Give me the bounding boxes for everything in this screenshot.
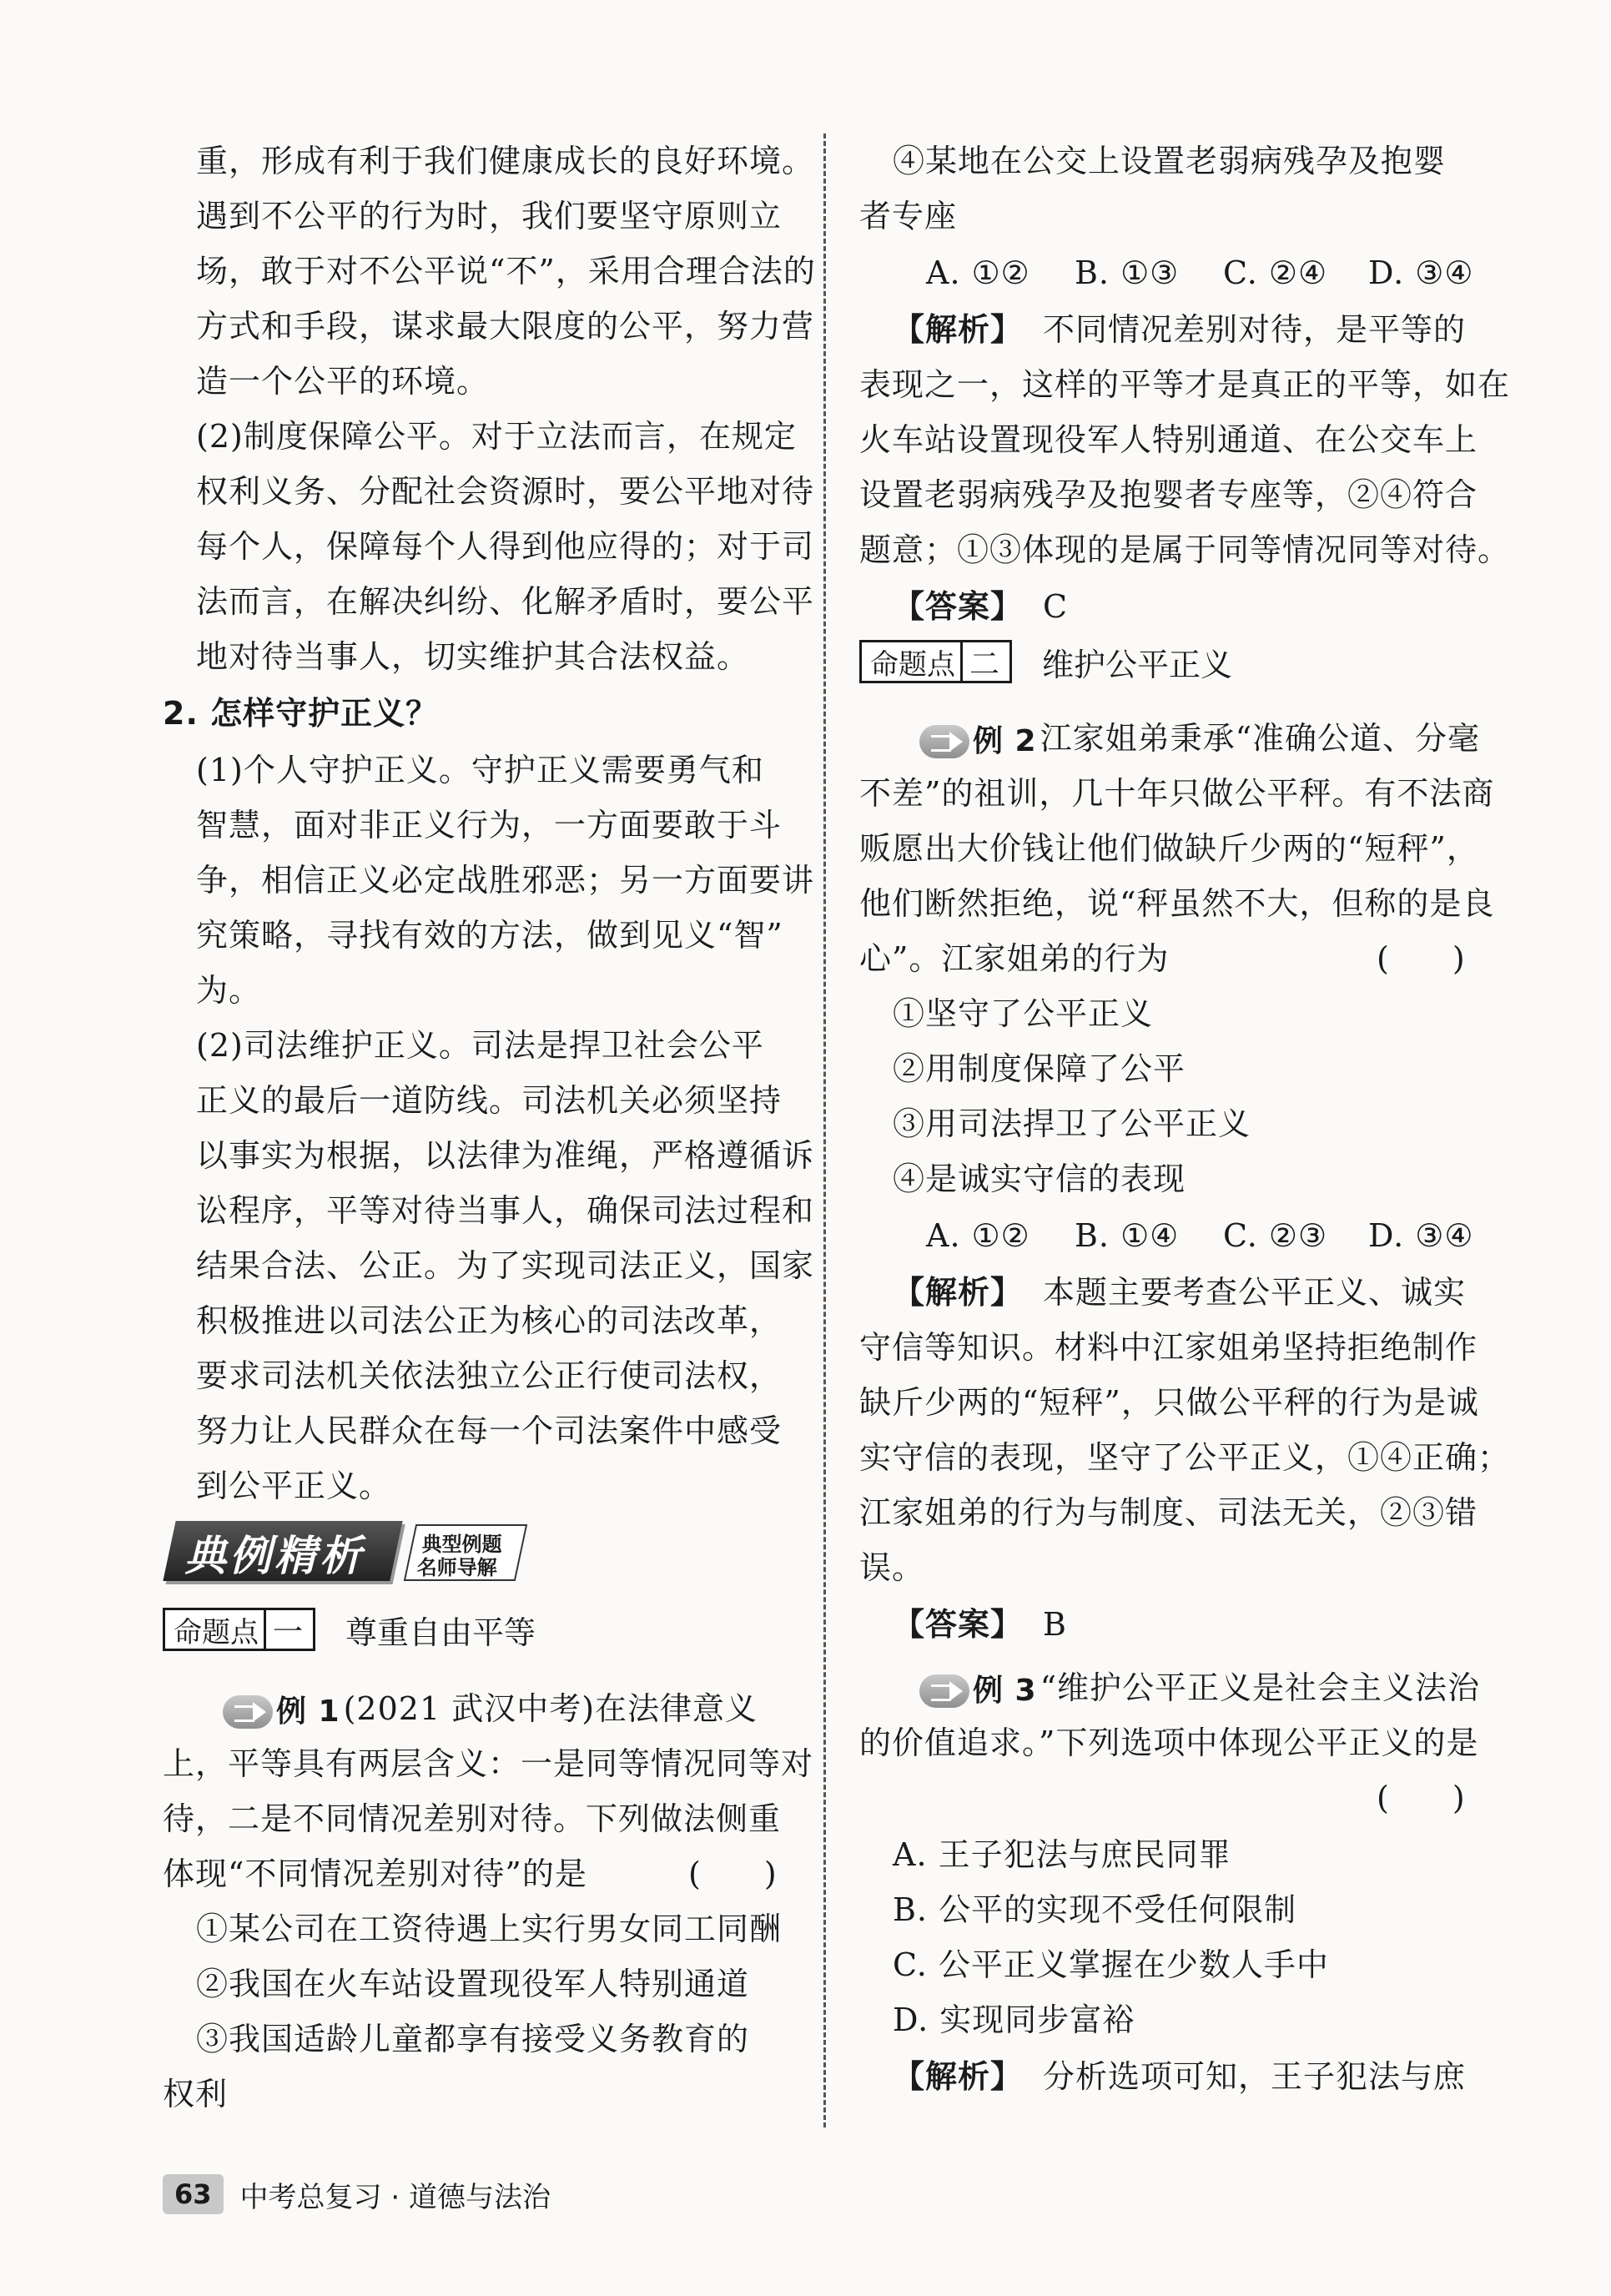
analysis-line <box>893 1265 1466 1320</box>
text-line: 积极推进以司法公正为核心的司法改革， <box>196 1302 783 1339</box>
example-text: “维护公平正义是社会主义法治 <box>1040 1669 1481 1706</box>
text-line: 地对待当事人，切实维护其合法权益。 <box>196 638 750 675</box>
analysis-line <box>893 2049 1466 2104</box>
text-line: 正义的最后一道防线。司法机关必须坚持 <box>196 1082 783 1119</box>
example-badge <box>919 714 1037 769</box>
text-line: 要求司法机关依法独立公正行使司法权， <box>196 1357 783 1394</box>
choice-c: C. ②④ <box>1223 254 1328 291</box>
option-item: A. 王子犯法与庶民同罪 <box>893 1836 1231 1873</box>
option-item: ①某公司在工资待遇上实行男女同工同酬 <box>196 1911 783 1947</box>
option-item: ②用制度保障了公平 <box>893 1050 1186 1087</box>
analysis-text: 江家姐弟的行为与制度、司法无关，②③错 <box>859 1494 1478 1531</box>
page-footer <box>163 2169 551 2219</box>
text-line: 遇到不公平的行为时，我们要坚守原则立 <box>196 198 783 234</box>
choice-a: A. ①② <box>926 254 1030 291</box>
option-item: D. 实现同步富裕 <box>893 2001 1135 2038</box>
text-line: 重，形成有利于我们健康成长的良好环境。 <box>196 143 815 179</box>
example-badge-label: 例 1 <box>276 1694 340 1729</box>
text-line: 以事实为根据，以法律为准绳，严格遵循诉 <box>196 1137 815 1174</box>
text-line: 权利义务、分配社会资源时，要公平地对待 <box>196 473 815 510</box>
analysis-text: 分析选项可知，王子犯法与庶 <box>1043 2058 1467 2095</box>
answer-line <box>893 1597 1067 1652</box>
analysis-line <box>893 302 1466 357</box>
section-banner <box>163 1514 521 1586</box>
text-line: 智慧，面对非正义行为，一方面要敢于斗 <box>196 807 783 843</box>
answer-tag: 【答案】 <box>893 588 1024 625</box>
text-line: 结果合法、公正。为了实现司法正义，国家 <box>196 1247 815 1284</box>
arrow-right-icon <box>223 1695 273 1729</box>
option-item: 者专座 <box>859 198 958 234</box>
banner-subtitle-box <box>404 1524 527 1581</box>
text-line: 方式和手段，谋求最大限度的公平，努力营 <box>196 308 815 345</box>
example-text: 心”。江家姐弟的行为 <box>859 940 1170 977</box>
page-number: 63 <box>163 2174 224 2214</box>
example-text: 他们断然拒绝，说“秤虽然不大，但称的是良 <box>859 885 1495 922</box>
column-divider <box>823 133 826 2127</box>
example-text: 贩愿出大价钱让他们做缺斤少两的“短秤”， <box>859 830 1479 867</box>
analysis-text: 误。 <box>859 1549 925 1586</box>
analysis-tag: 【解析】 <box>893 311 1024 348</box>
example-text: 上，平等具有两层含义：一是同等情况同等对 <box>163 1745 814 1782</box>
choice-d: D. ③④ <box>1368 1217 1474 1254</box>
choice-b: B. ①④ <box>1075 1217 1180 1254</box>
analysis-tag: 【解析】 <box>893 2058 1024 2095</box>
analysis-text: 题意；①③体现的是属于同等情况同等对待。 <box>859 531 1511 568</box>
example-text: 的价值追求。”下列选项中体现公平正义的是 <box>859 1725 1479 1761</box>
text-line: 场，敢于对不公平说“不”，采用合理合法的 <box>196 253 816 290</box>
option-item: ③用司法捍卫了公平正义 <box>893 1105 1251 1142</box>
text-line: (2)制度保障公平。对于立法而言，在规定 <box>196 418 797 455</box>
analysis-text: 本题主要考查公平正义、诚实 <box>1043 1274 1467 1311</box>
option-item: ②我国在火车站设置现役军人特别通道 <box>196 1966 750 2002</box>
analysis-text: 缺斤少两的“短秤”，只做公平秤的行为是诚 <box>859 1384 1479 1421</box>
answer-value: C <box>1043 588 1069 625</box>
option-item: B. 公平的实现不受任何限制 <box>893 1891 1297 1928</box>
text-line: 到公平正义。 <box>196 1468 392 1504</box>
arrow-right-icon <box>919 1674 969 1708</box>
answer-paren: ( ) <box>1377 940 1465 977</box>
analysis-text: 守信等知识。材料中江家姐弟坚持拒绝制作 <box>859 1329 1478 1366</box>
answer-tag: 【答案】 <box>893 1606 1024 1643</box>
topic-number: 二 <box>960 641 1006 683</box>
text-line: 每个人，保障每个人得到他应得的；对于司 <box>196 528 815 565</box>
topic-title: 维护公平正义 <box>1042 646 1233 683</box>
text-line: 究策略，寻找有效的方法，做到见义“智” <box>196 917 783 954</box>
text-line: 法而言，在解决纠纷、化解矛盾时，要公平 <box>196 583 815 620</box>
text-line: (2)司法维护正义。司法是捍卫社会公平 <box>196 1027 764 1064</box>
text-line: 努力让人民群众在每一个司法案件中感受 <box>196 1412 783 1449</box>
topic-label: 命题点 <box>870 647 955 682</box>
analysis-text: 不同情况差别对待，是平等的 <box>1043 311 1467 348</box>
example-1-first-line <box>223 1681 758 1740</box>
option-item: ①坚守了公平正义 <box>893 995 1154 1032</box>
text-line: 造一个公平的环境。 <box>196 363 490 400</box>
answer-line <box>893 579 1068 634</box>
answer-paren: ( ) <box>688 1855 777 1892</box>
text-line: 为。 <box>196 972 262 1009</box>
example-badge <box>223 1684 340 1740</box>
topic-number: 一 <box>264 1609 310 1651</box>
topic-label: 命题点 <box>174 1615 259 1649</box>
book-title: 中考总复习 · 道德与法治 <box>239 2180 551 2214</box>
text-line: 争，相信正义必定战胜邪恶；另一方面要讲 <box>196 862 815 899</box>
choice-c: C. ②③ <box>1223 1217 1328 1254</box>
example-text: 江家姐弟秉承“准确公道、分毫 <box>1040 720 1481 757</box>
topic-heading-2 <box>859 641 1232 682</box>
topic-label-box <box>859 640 1012 683</box>
option-item: ④某地在公交上设置老弱病残孕及抱婴 <box>893 143 1447 179</box>
example-3-first-line <box>919 1660 1480 1719</box>
example-badge <box>919 1664 1037 1719</box>
example-badge-label: 例 2 <box>973 723 1037 758</box>
text-line: (1)个人守护正义。守护正义需要勇气和 <box>196 752 764 788</box>
analysis-text: 设置老弱病残孕及抱婴者专座等，②④符合 <box>859 476 1478 513</box>
answer-value: B <box>1043 1606 1067 1643</box>
answer-paren: ( ) <box>1377 1780 1465 1816</box>
analysis-text: 实守信的表现，坚守了公平正义，①④正确； <box>859 1439 1511 1476</box>
banner-title: 典例精析 <box>184 1532 365 1580</box>
example-text: 体现“不同情况差别对待”的是 <box>163 1855 587 1892</box>
banner-subtitle-1: 典型例题 <box>421 1533 502 1556</box>
analysis-text: 火车站设置现役军人特别通道、在公交车上 <box>859 421 1478 458</box>
option-item: ③我国适龄儿童都享有接受义务教育的 <box>196 2021 750 2057</box>
choice-d: D. ③④ <box>1368 254 1474 291</box>
topic-heading-1 <box>163 1609 536 1650</box>
example-text: 待，二是不同情况差别对待。下列做法侧重 <box>163 1800 782 1837</box>
topic-title: 尊重自由平等 <box>345 1614 536 1651</box>
option-item: 权利 <box>163 2076 229 2112</box>
choice-b: B. ①③ <box>1075 254 1180 291</box>
analysis-tag: 【解析】 <box>893 1274 1024 1311</box>
question-heading: 2. 怎样守护正义？ <box>163 695 439 732</box>
topic-label-box <box>163 1608 315 1651</box>
example-text: 不差”的祖训，几十年只做公平秤。有不法商 <box>859 775 1495 812</box>
text-line: 讼程序，平等对待当事人，确保司法过程和 <box>196 1192 815 1229</box>
option-item: C. 公平正义掌握在少数人手中 <box>893 1946 1329 1983</box>
arrow-right-icon <box>919 725 969 758</box>
analysis-text: 表现之一，这样的平等才是真正的平等，如在 <box>859 366 1511 403</box>
choice-a: A. ①② <box>926 1217 1030 1254</box>
example-badge-label: 例 3 <box>973 1673 1037 1708</box>
example-2-first-line <box>919 711 1480 769</box>
option-item: ④是诚实守信的表现 <box>893 1161 1186 1197</box>
example-text: (2021 武汉中考)在法律意义 <box>343 1690 758 1727</box>
banner-subtitle-2: 名师导解 <box>416 1556 497 1579</box>
